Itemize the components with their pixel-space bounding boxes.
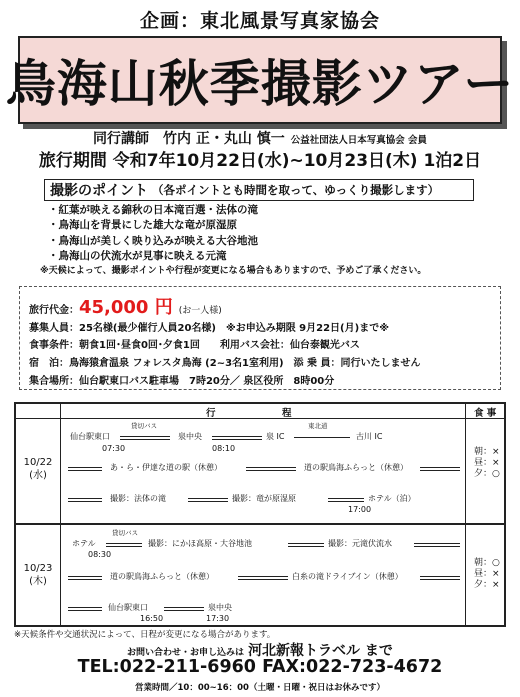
day1-bus-line bbox=[420, 467, 460, 471]
day1-date bbox=[16, 456, 60, 482]
photo-points-note: （各ポイントとも時間を取って、ゆっくり撮影します） bbox=[152, 183, 440, 197]
day1-stop: 古川 IC bbox=[356, 432, 383, 441]
day2-stop: 仙台駅東口 bbox=[108, 603, 148, 612]
day1-weekday: (水) bbox=[29, 470, 47, 481]
photo-point-item: ・鳥海山の伏流水が見事に映える元滝 bbox=[48, 249, 227, 262]
day2-stop: 白糸の滝ドライブイン（休憩） bbox=[292, 572, 403, 581]
guides-names: 同行講師 竹内 正・丸山 慎一 bbox=[92, 131, 285, 147]
day1-stop: あ・ら・伊達な道の駅（休憩） bbox=[110, 463, 222, 472]
day2-date bbox=[16, 562, 60, 588]
day1-bus-line bbox=[328, 498, 364, 502]
travel-period: 旅行期間 令和7年10月22日(水)~10月23日(木) 1泊2日 bbox=[38, 151, 482, 171]
date-column-divider bbox=[60, 404, 61, 625]
day2-bus-line bbox=[414, 543, 460, 547]
guides-association: 公益社団法人日本写真協会 会員 bbox=[290, 135, 428, 146]
photo-points-title: 撮影のポイント bbox=[50, 183, 148, 199]
day1-stop: 撮影：法体の滝 bbox=[110, 494, 166, 503]
day1-stop: 泉 IC bbox=[266, 432, 285, 441]
day1-stop: 撮影：竜が原湿原 bbox=[232, 494, 296, 503]
price-value: 45,000 円 bbox=[79, 297, 173, 318]
day1-time: 08:10 bbox=[212, 444, 236, 453]
day1-time: 17:00 bbox=[348, 505, 372, 514]
day2-stop: 道の駅鳥海ふらっと（休憩） bbox=[110, 572, 214, 581]
day2-stop: 撮影：にかほ高原・大谷地池 bbox=[148, 539, 252, 548]
price-label: 旅行代金： bbox=[29, 305, 79, 316]
day2-time: 16:50 bbox=[140, 614, 164, 623]
day2-bus-line bbox=[68, 607, 102, 611]
day2-stop: 泉中央 bbox=[208, 603, 232, 612]
tour-title: 鳥海山秋季撮影ツアー bbox=[5, 55, 515, 113]
day1-bus-line bbox=[188, 498, 228, 502]
schedule-footnote: ※天候条件や交通状況によって、日程が変更になる場合があります。 bbox=[14, 630, 276, 640]
contact-prefix: お問い合わせ・お申し込みは bbox=[127, 648, 245, 658]
day2-bus-label: 貸切バス bbox=[112, 529, 138, 537]
meals-bus-row: 食事条件：朝食1回･昼食0回･夕食1回 利用バス会社：仙台泰観光バス bbox=[29, 340, 360, 351]
day-divider bbox=[16, 523, 504, 525]
day1-bus-line bbox=[212, 436, 262, 440]
day2-bus-line bbox=[420, 576, 460, 580]
day1-expressway-label: 東北道 bbox=[308, 422, 328, 430]
meals-column-divider bbox=[465, 404, 466, 625]
tour-info-box bbox=[19, 286, 501, 390]
photo-points-heading bbox=[44, 179, 474, 201]
day1-stop: 道の駅鳥海ふらっと（休憩） bbox=[304, 463, 408, 472]
photo-point-item: ・鳥海山が美しく映り込みが映える大谷地池 bbox=[48, 234, 258, 247]
day1-date-text: 10/22 bbox=[23, 457, 53, 468]
day1-bus-line bbox=[246, 467, 296, 471]
day2-bus-line bbox=[288, 543, 324, 547]
day1-meals: 朝：× 昼：× 夕：○ bbox=[474, 447, 500, 479]
day2-time: 08:30 bbox=[88, 550, 112, 559]
price-row bbox=[29, 293, 222, 319]
hotel-row: 宿 泊：鳥海猿倉温泉 フォレスタ鳥海 (2~3名1室利用) 添 乗 員：同行いたしません bbox=[29, 358, 421, 369]
day1-stop: 泉中央 bbox=[178, 432, 202, 441]
contact-company: 河北新報トラベル まで bbox=[248, 643, 393, 659]
day2-bus-line bbox=[164, 607, 204, 611]
day2-date-text: 10/23 bbox=[23, 563, 53, 574]
phone-fax: TEL:022-211-6960 FAX:022-723-4672 bbox=[77, 657, 443, 677]
day2-meals: 朝：○ 昼：× 夕：× bbox=[474, 558, 500, 590]
meals-column-header: 食 事 bbox=[474, 408, 497, 419]
tour-title-banner bbox=[5, 36, 515, 124]
day1-expressway-line bbox=[294, 437, 350, 438]
price-note: (お一人様) bbox=[178, 306, 222, 316]
weather-notice: ※天候によって、撮影ポイントや行程が変更になる場合もありますので、予めご了承ください。 bbox=[40, 266, 427, 276]
capacity-row: 募集人員：25名様(最少催行人員20名様) ※お申込み期限 9月22日(月)まで※ bbox=[29, 323, 389, 334]
photo-point-item: ・紅葉が映える錦秋の日本滝百選・法体の滝 bbox=[48, 204, 258, 216]
day2-bus-line bbox=[68, 576, 102, 580]
meeting-row: 集合場所：仙台駅東口バス駐車場 7時20分／ 泉区役所 8時00分 bbox=[29, 376, 335, 387]
itinerary-header-row bbox=[16, 404, 504, 419]
itinerary-column-header: 行 程 bbox=[206, 408, 292, 419]
day2-bus-line bbox=[238, 576, 288, 580]
organizer-heading: 企画：東北風景写真家協会 bbox=[139, 10, 380, 32]
day2-time: 17:30 bbox=[206, 614, 230, 623]
business-hours: 営業時間／10：00~16：00（土曜・日曜・祝日はお休みです） bbox=[135, 683, 385, 693]
day1-bus-line bbox=[68, 498, 102, 502]
itinerary-table bbox=[14, 402, 506, 627]
day1-bus-line bbox=[68, 467, 102, 471]
photo-point-item: ・鳥海山を背景にした雄大な竜が原湿原 bbox=[48, 219, 237, 232]
day1-bus-label: 貸切バス bbox=[131, 422, 157, 430]
day2-stop: ホテル bbox=[72, 539, 96, 548]
photo-points-list bbox=[48, 203, 258, 264]
day2-bus-line bbox=[106, 543, 142, 547]
day1-time: 07:30 bbox=[102, 444, 126, 453]
guides-line bbox=[0, 128, 520, 148]
day1-stop: ホテル（泊） bbox=[368, 494, 416, 503]
day2-stop: 撮影：元滝伏流水 bbox=[328, 539, 392, 548]
day2-weekday: (木) bbox=[29, 576, 47, 587]
day1-bus-line bbox=[120, 436, 170, 440]
day1-stop: 仙台駅東口 bbox=[70, 432, 110, 441]
